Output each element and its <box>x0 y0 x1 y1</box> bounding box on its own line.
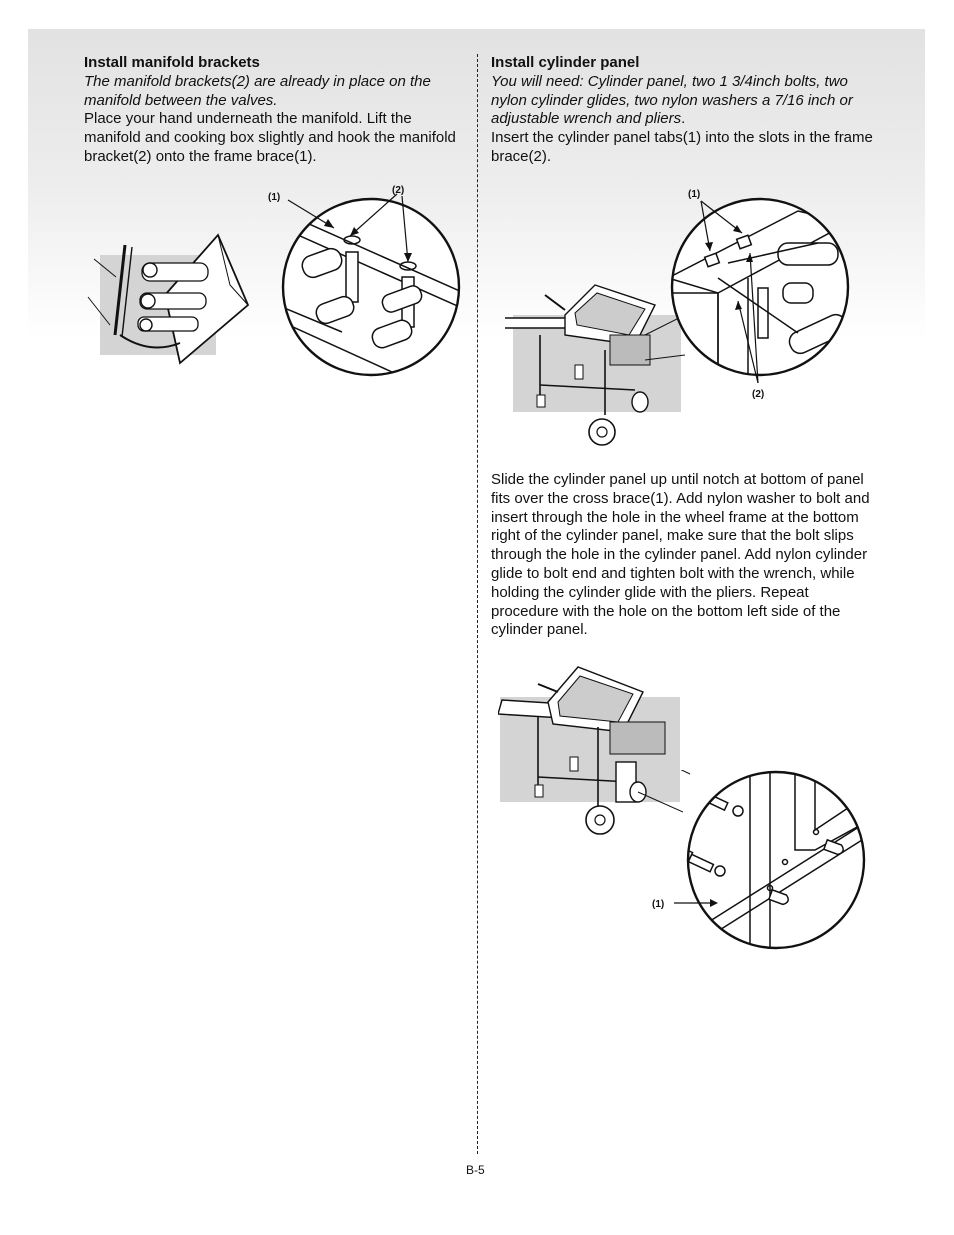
page-number: B-5 <box>466 1163 485 1177</box>
grill-overview-illustration <box>505 185 685 450</box>
manifold-overview-illustration <box>80 225 260 375</box>
figure-label-1: (1) <box>268 192 281 203</box>
cylinder-panel-instructions: Insert the cylinder panel tabs(1) into the slots in the frame brace(2). <box>491 129 873 165</box>
manifold-bracket-detail-illustration <box>262 182 462 382</box>
left-column <box>84 54 459 167</box>
cylinder-panel-intro-line <box>491 73 876 129</box>
cylinder-panel-bolt-instructions: Slide the cylinder panel up until notch at bottom of panel fits over the cross brace(1). Add nylon washer to bolt and insert through the hole in the wheel frame at the bottom right of the cylinder panel, make sure that the bolt slips through the hole in the cylinder panel. Add nylon cylinder glide to bolt end and tighten bolt with the wrench, while holding the cylinder glide with the pliers. Repeat procedure with the hole on the bottom left side of the cylinder panel. <box>491 471 870 639</box>
cylinder-panel-tab-detail-illustration <box>668 183 853 403</box>
cylinder-panel-intro: You will need: Cylinder panel, two 1 3/4inch bolts, two nylon cylinder glides, two nylon washers a 7/16 inch or adjustable wrench and pliers <box>491 72 853 128</box>
manifold-brackets-intro: The manifold brackets(2) are already in place on the manifold between the valves. <box>84 72 431 109</box>
section-heading-manifold-brackets: Install manifold brackets <box>84 54 260 71</box>
cylinder-panel-intro-period: . <box>681 110 686 128</box>
figure-label-2: (2) <box>752 389 765 400</box>
right-column-continued <box>491 471 876 640</box>
figure-label-2: (2) <box>392 185 405 196</box>
column-divider <box>477 54 478 1154</box>
cylinder-panel-bolt-detail-illustration <box>640 770 870 955</box>
figure-label-1: (1) <box>652 899 665 910</box>
figure-label-1: (1) <box>688 189 701 200</box>
manifold-brackets-instructions: Place your hand underneath the manifold. Lift the manifold and cooking box slightly and hook the manifold bracket(2) onto the frame brace(1). <box>84 110 456 165</box>
section-heading-cylinder-panel: Install cylinder panel <box>491 54 640 71</box>
right-column <box>491 54 876 167</box>
